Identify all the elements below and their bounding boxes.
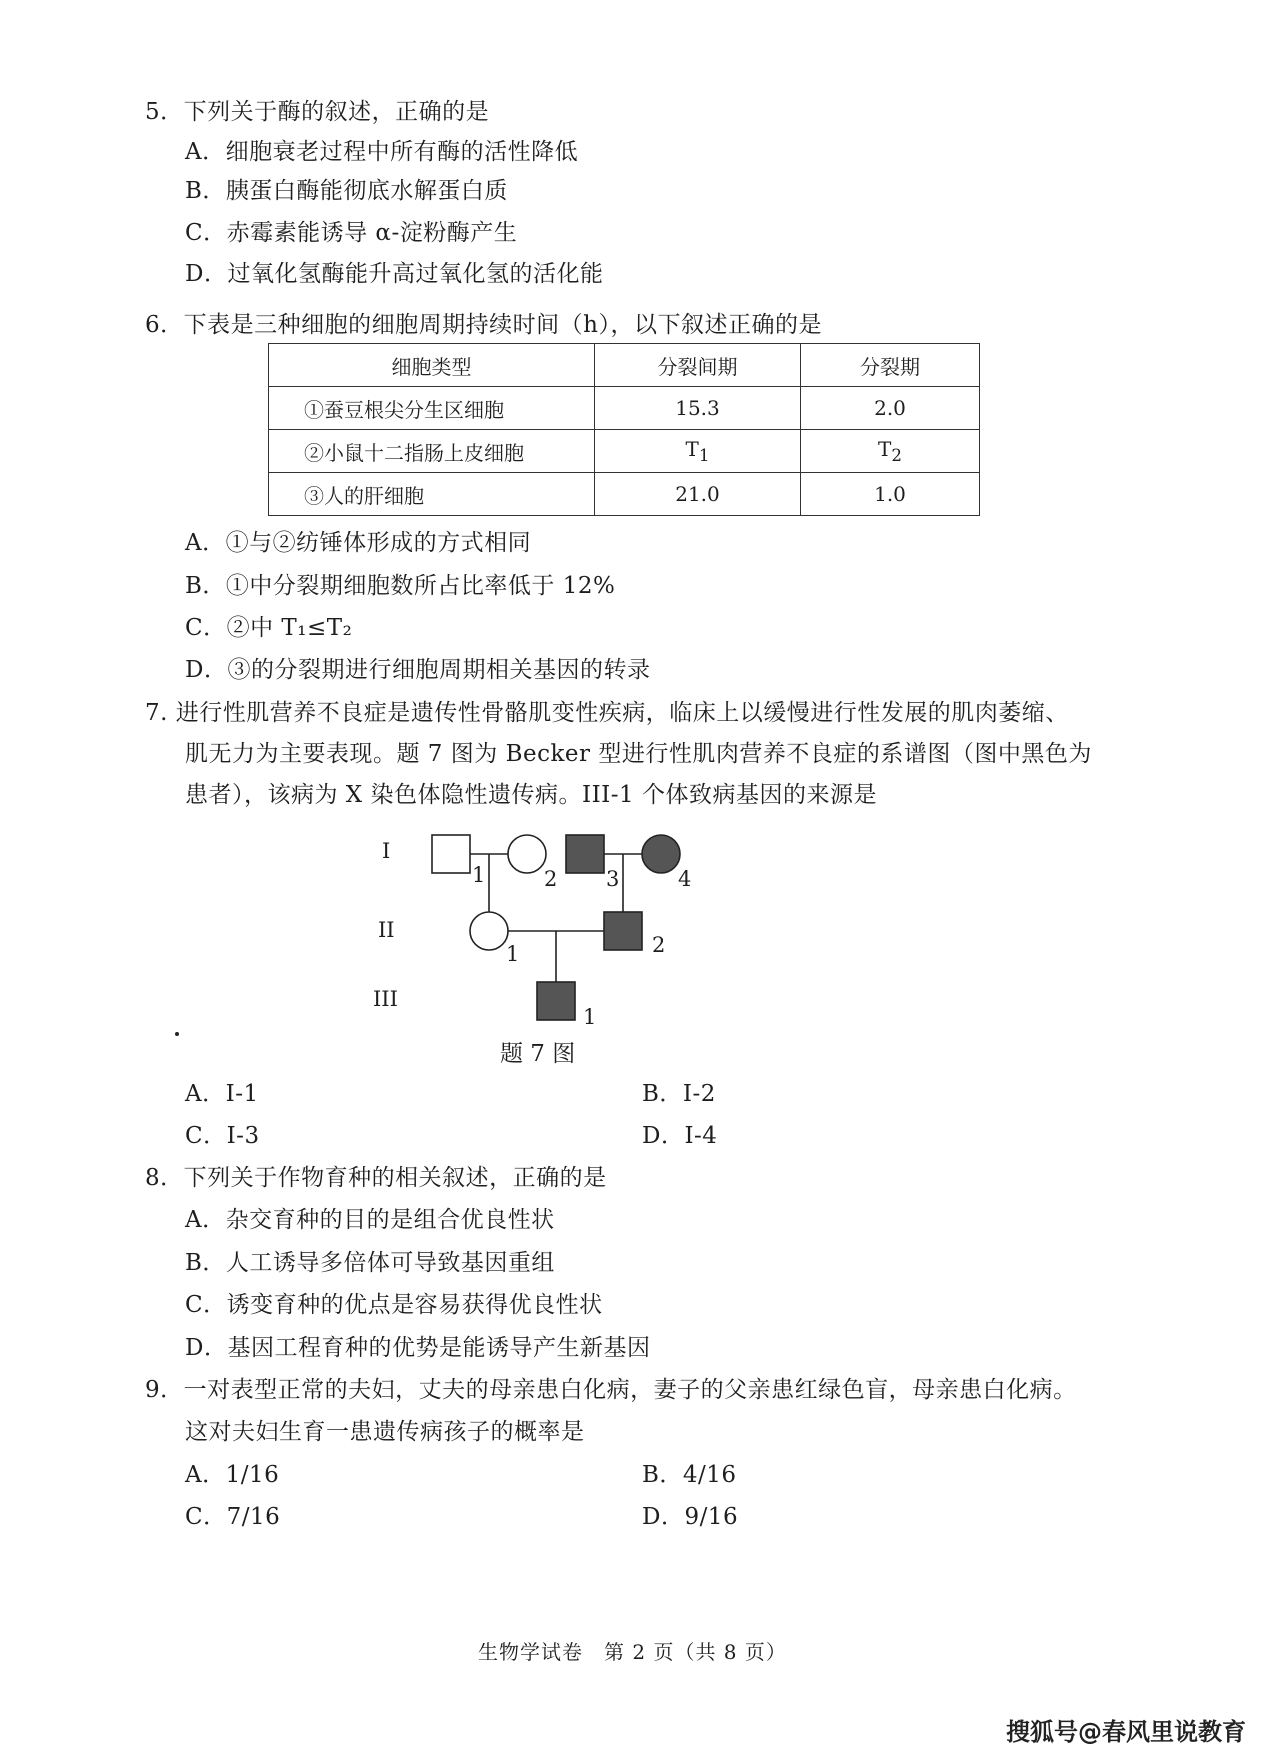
- table-cell: 15.3: [595, 387, 801, 430]
- table-cell: ③人的肝细胞: [269, 473, 595, 516]
- q9-stem-line-1: 9．一对表型正常的夫妇，丈夫的母亲患白化病，妻子的父亲患红绿色盲，母亲患白化病。: [145, 1377, 1077, 1403]
- q8-option-c: C．诱变育种的优点是容易获得优良性状: [185, 1292, 603, 1318]
- cell-cycle-table: [268, 343, 980, 516]
- table-header: 分裂期: [801, 344, 980, 387]
- generation-label: I: [382, 839, 391, 863]
- q9-option-a: A．1/16: [185, 1462, 280, 1488]
- q7-option-b: B．Ⅰ-2: [642, 1081, 716, 1107]
- q7-option-a: A．Ⅰ-1: [185, 1081, 259, 1107]
- individual-I-3-affected-male: [566, 835, 604, 873]
- table-row: [269, 387, 980, 430]
- q6-option-b: B．①中分裂期细胞数所占比率低于 12%: [185, 573, 616, 599]
- q6-stem: 6．下表是三种细胞的细胞周期持续时间（h），以下叙述正确的是: [145, 312, 822, 338]
- table-cell: $T_2$: [801, 430, 980, 473]
- table-cell: ②小鼠十二指肠上皮细胞: [269, 430, 595, 473]
- q9-option-d: D．9/16: [642, 1504, 739, 1530]
- q5-option-d: D．过氧化氢酶能升高过氧化氢的活化能: [185, 261, 604, 287]
- q8-option-d: D．基因工程育种的优势是能诱导产生新基因: [185, 1335, 651, 1361]
- q9-option-b: B．4/16: [642, 1462, 737, 1488]
- q6-option-a: A．①与②纺锤体形成的方式相同: [185, 530, 532, 556]
- q5-option-b: B．胰蛋白酶能彻底水解蛋白质: [185, 178, 508, 204]
- table-cell: 1.0: [801, 473, 980, 516]
- q8-stem: 8．下列关于作物育种的相关叙述，正确的是: [145, 1165, 607, 1191]
- q7-option-d: D．Ⅰ-4: [642, 1123, 718, 1149]
- individual-I-2-female: [508, 835, 546, 873]
- table-row: [269, 430, 980, 473]
- q6-option-d: D．③的分裂期进行细胞周期相关基因的转录: [185, 657, 651, 683]
- table-header: 细胞类型: [269, 344, 595, 387]
- individual-number: 1: [472, 863, 486, 887]
- individual-number: 2: [544, 867, 558, 891]
- q6-option-c: C．②中 T₁≤T₂: [185, 615, 353, 641]
- individual-number: 1: [583, 1005, 597, 1029]
- individual-II-1-female: [470, 912, 508, 950]
- q5-option-c: C．赤霉素能诱导 α-淀粉酶产生: [185, 220, 518, 246]
- individual-III-1-affected-male: [537, 982, 575, 1020]
- individual-number: 4: [678, 867, 692, 891]
- pedigree-chart: [360, 830, 720, 1030]
- q7-option-c: C．Ⅰ-3: [185, 1123, 260, 1149]
- table-header-row: [269, 344, 980, 387]
- generation-label: II: [378, 918, 395, 942]
- table-cell: 2.0: [801, 387, 980, 430]
- individual-I-4-affected-female: [642, 835, 680, 873]
- page-footer: 生物学试卷 第 2 页（共 8 页）: [478, 1640, 787, 1664]
- table-row: [269, 473, 980, 516]
- table-cell: $T_1$: [595, 430, 801, 473]
- individual-number: 2: [652, 933, 666, 957]
- q5-stem: 5．下列关于酶的叙述，正确的是: [145, 99, 490, 125]
- q7-stem-line-2: 肌无力为主要表现。题 7 图为 Becker 型进行性肌肉营养不良症的系谱图（图中黑色为: [185, 741, 1092, 767]
- watermark: 搜狐号@春风里说教育: [1006, 1718, 1246, 1746]
- q9-option-c: C．7/16: [185, 1504, 281, 1530]
- table-cell: ①蚕豆根尖分生区细胞: [269, 387, 595, 430]
- individual-number: 1: [506, 942, 520, 966]
- q5-option-a: A．细胞衰老过程中所有酶的活性降低: [185, 139, 579, 165]
- figure-caption: 题 7 图: [500, 1041, 576, 1067]
- q7-stem-line-1: 7. 进行性肌营养不良症是遗传性骨骼肌变性疾病，临床上以缓慢进行性发展的肌肉萎缩、: [145, 700, 1069, 726]
- stray-mark: [175, 1032, 179, 1036]
- individual-I-1-male: [432, 835, 470, 873]
- table-header: 分裂间期: [595, 344, 801, 387]
- q9-stem-line-2: 这对夫妇生育一患遗传病孩子的概率是: [185, 1419, 585, 1445]
- individual-II-2-affected-male: [604, 912, 642, 950]
- generation-label: III: [373, 987, 398, 1011]
- q8-option-a: A．杂交育种的目的是组合优良性状: [185, 1207, 555, 1233]
- individual-number: 3: [606, 867, 620, 891]
- q8-option-b: B．人工诱导多倍体可导致基因重组: [185, 1250, 555, 1276]
- q7-stem-line-3: 患者），该病为 X 染色体隐性遗传病。III-1 个体致病基因的来源是: [185, 782, 877, 808]
- table-cell: 21.0: [595, 473, 801, 516]
